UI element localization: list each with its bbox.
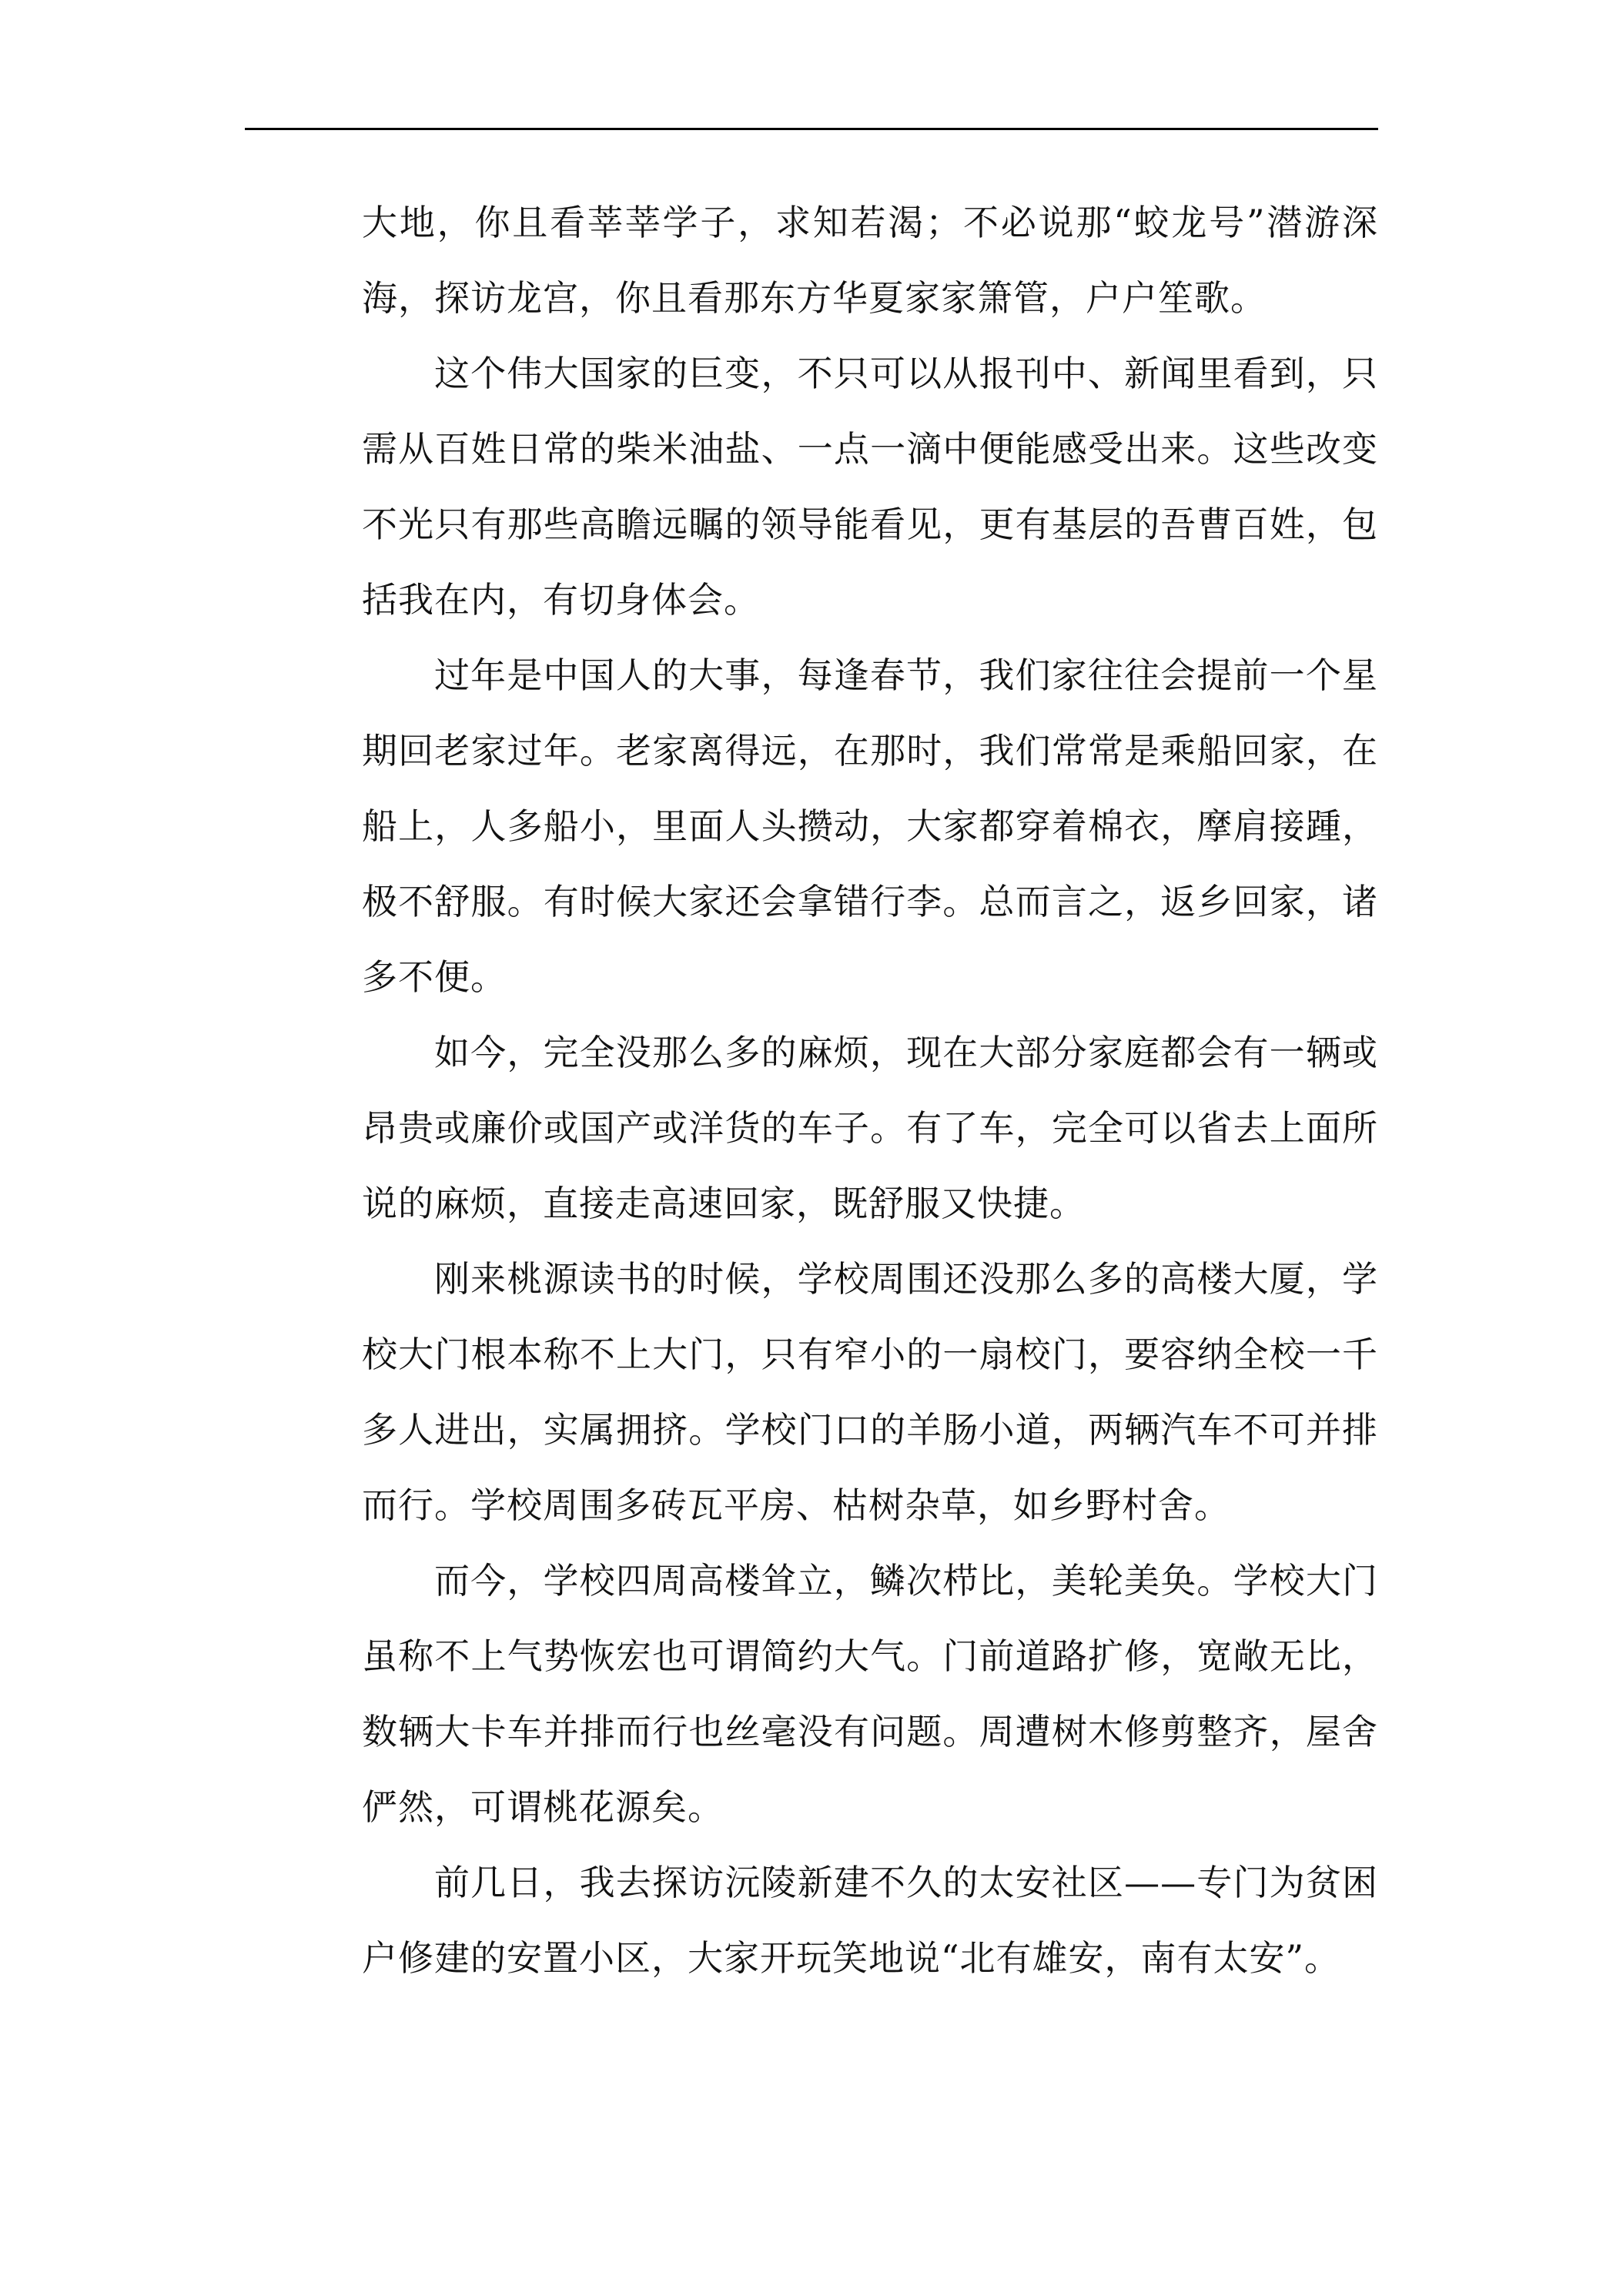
- paragraph: 大地，你且看莘莘学子，求知若渴；不必说那“蛟龙号”潜游深海，探访龙宫，你且看那东方华夏家家箫管，户户笙歌。: [362, 202, 1378, 319]
- header-rule: [245, 128, 1378, 130]
- paragraph: 前几日，我去探访沅陵新建不久的太安社区——专门为贫困户修建的安置小区，大家开玩笑地说“北有雄安，南有太安”。: [362, 1862, 1378, 1979]
- paragraph: 而今，学校四周高楼耸立，鳞次栉比，美轮美奂。学校大门虽称不上气势恢宏也可谓简约大气。门前道路扩修，宽敞无比，数辆大卡车并排而行也丝毫没有问题。周遭树木修剪整齐，屋舍俨然，可谓桃花源矣。: [362, 1560, 1378, 1828]
- paragraph: 过年是中国人的大事，每逢春节，我们家往往会提前一个星期回老家过年。老家离得远，在那时，我们常常是乘船回家，在船上，人多船小，里面人头攒动，大家都穿着棉衣，摩肩接踵，极不舒服。有时候大家还会拿错行李。总而言之，返乡回家，诸多不便。: [362, 654, 1378, 998]
- paragraph: 这个伟大国家的巨变，不只可以从报刊中、新闻里看到，只需从百姓日常的柴米油盐、一点一滴中便能感受出来。这些改变不光只有那些高瞻远瞩的领导能看见，更有基层的吾曹百姓，包括我在内，有切身体会。: [362, 353, 1378, 621]
- document-body: [362, 185, 1378, 1996]
- paragraph: 如今，完全没那么多的麻烦，现在大部分家庭都会有一辆或昂贵或廉价或国产或洋货的车子。有了车，完全可以省去上面所说的麻烦，直接走高速回家，既舒服又快捷。: [362, 1032, 1378, 1224]
- paragraph: 刚来桃源读书的时候，学校周围还没那么多的高楼大厦，学校大门根本称不上大门，只有窄小的一扇校门，要容纳全校一千多人进出，实属拥挤。学校门口的羊肠小道，两辆汽车不可并排而行。学校周围多砖瓦平房、枯树杂草，如乡野村舍。: [362, 1258, 1378, 1526]
